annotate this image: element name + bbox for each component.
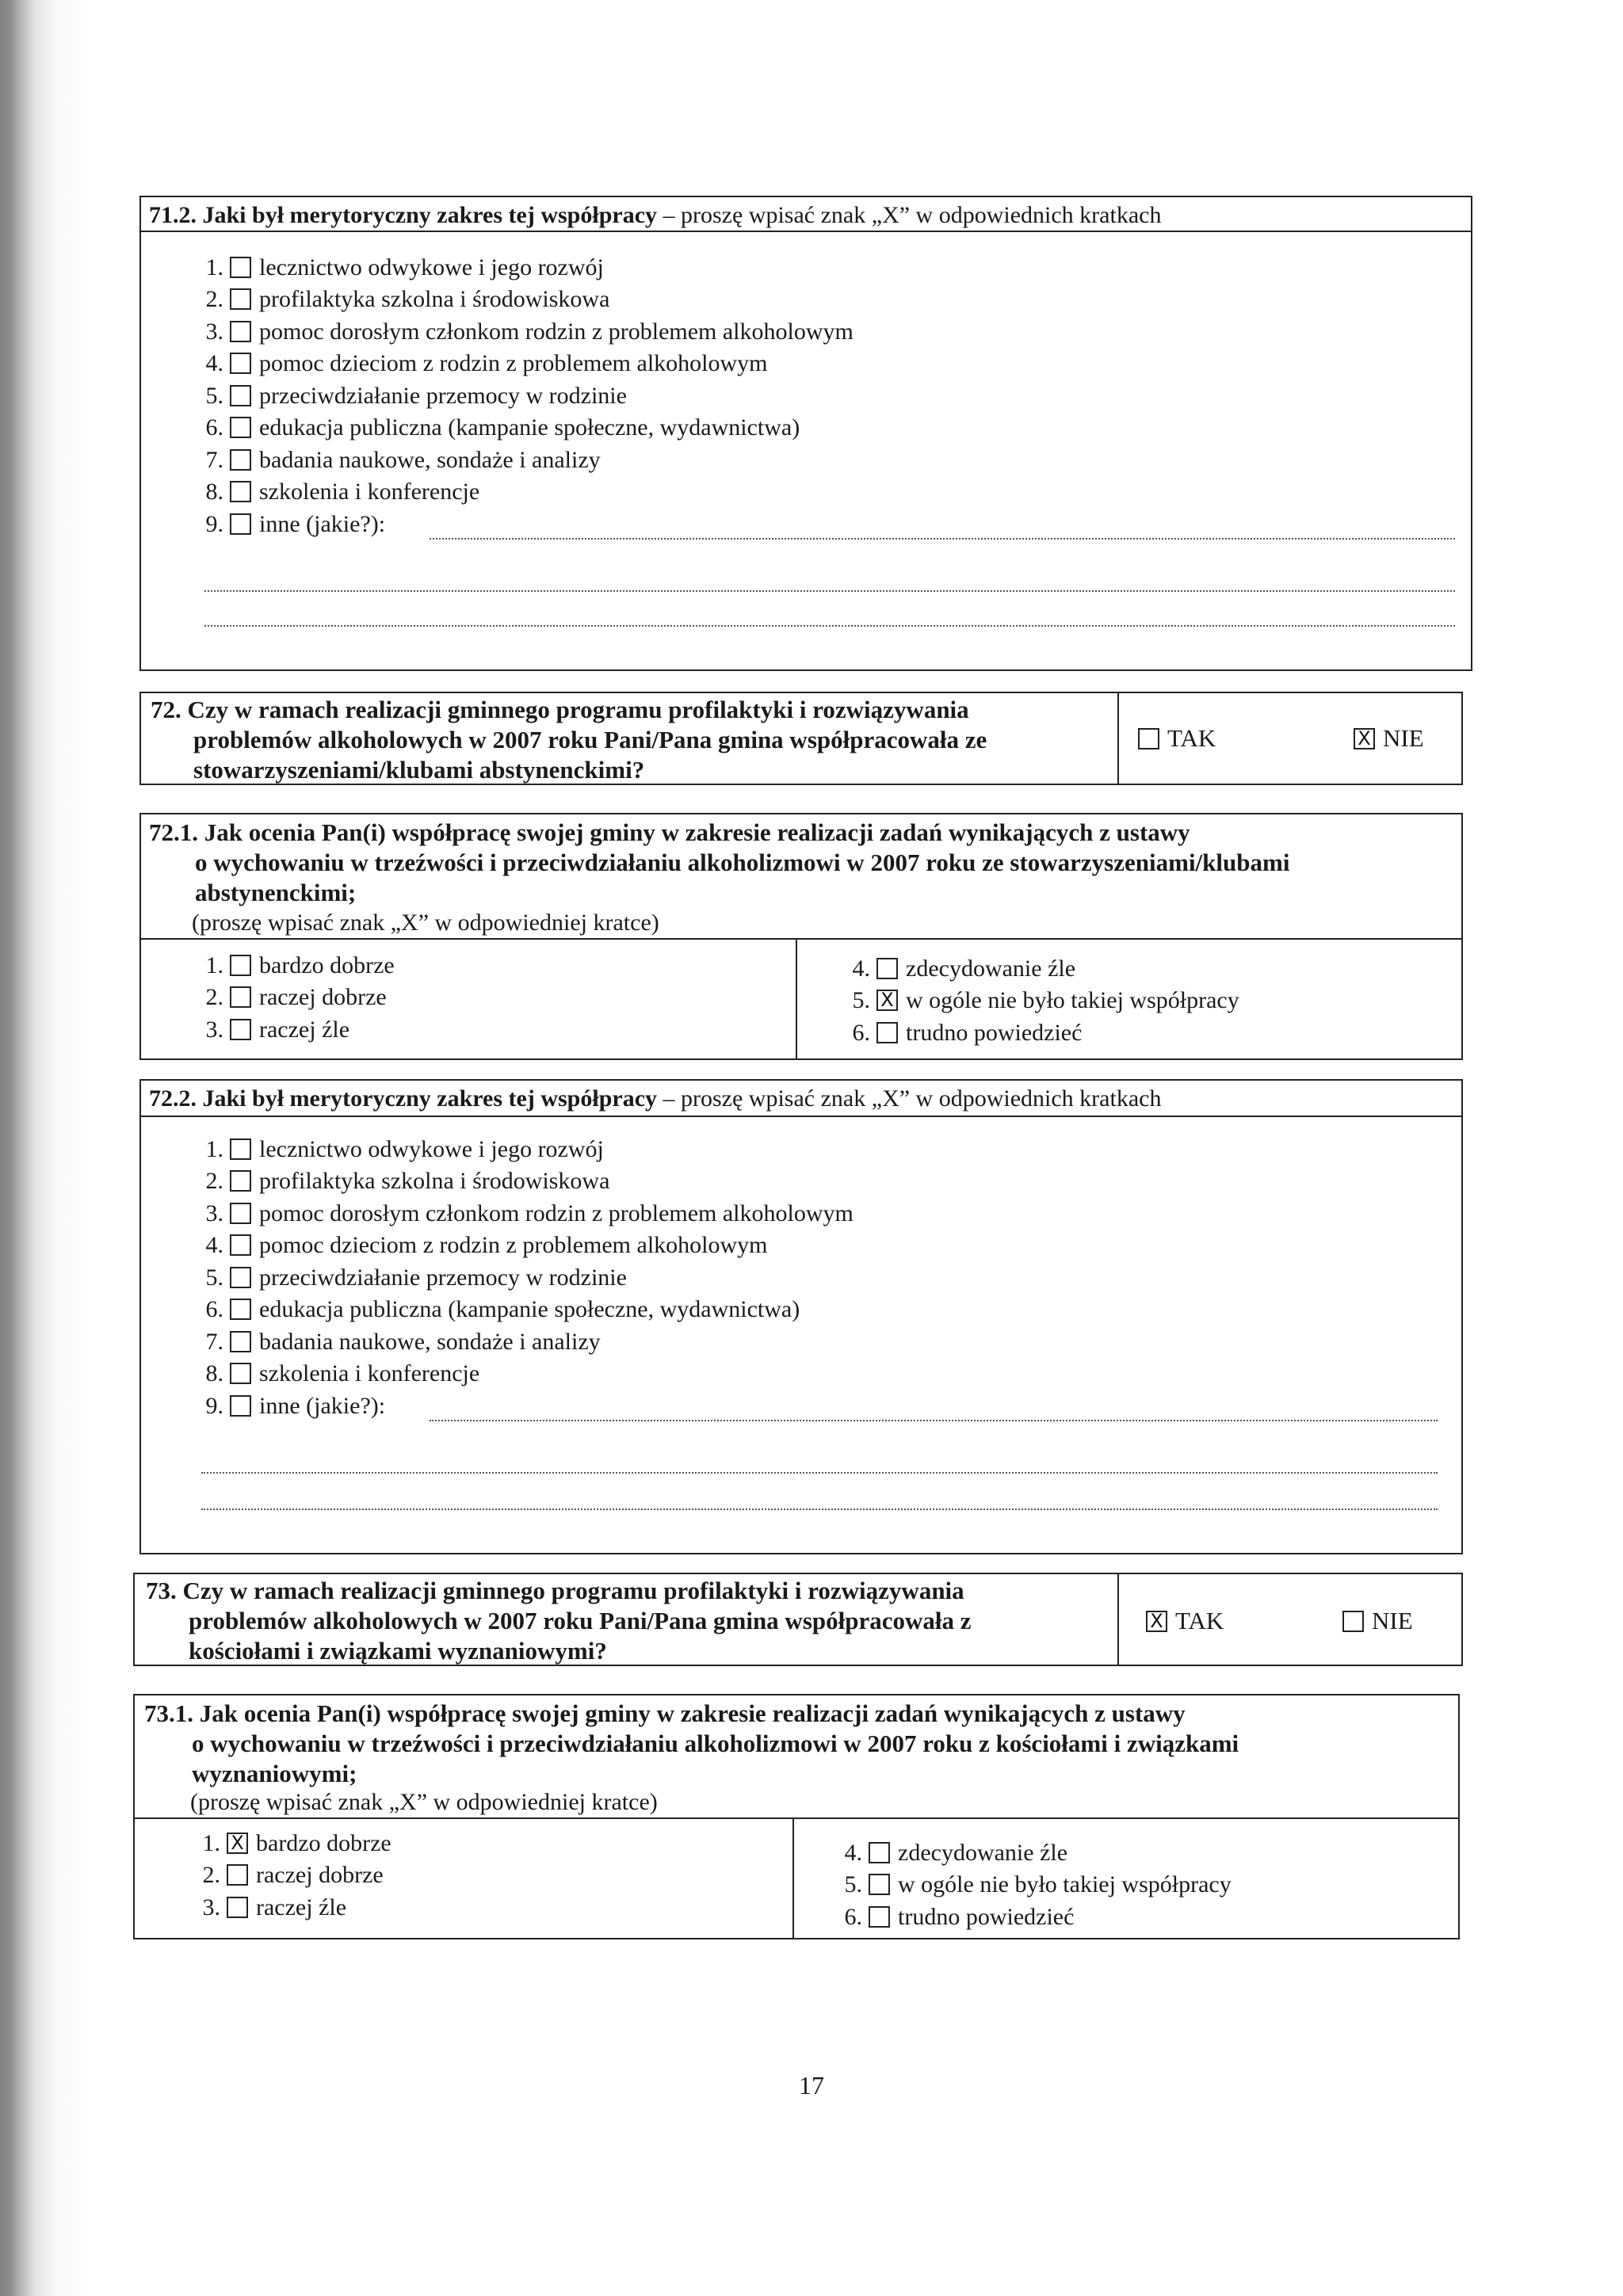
section-71-2-number: 71.2. — [149, 202, 197, 228]
option-number: 7. — [205, 1328, 223, 1355]
option-number: 2. — [202, 1862, 220, 1888]
question-72 — [139, 692, 1463, 785]
option-item[interactable] — [197, 1261, 854, 1294]
option-checkbox[interactable] — [230, 321, 251, 342]
option-label: badania naukowe, sondaże i analizy — [259, 1328, 601, 1355]
option-label: inne (jakie?): — [259, 510, 386, 537]
option-checkbox[interactable] — [230, 1234, 251, 1256]
option-number: 1. — [205, 1135, 223, 1162]
option-item[interactable] — [193, 1891, 391, 1924]
question-72-1-line2: o wychowaniu w trzeźwości i przeciwdziałaniu alkoholizmowi w 2007 roku ze stowarzyszeniami/klubami — [195, 849, 1290, 876]
option-item[interactable] — [843, 1016, 1239, 1049]
question-72-1-instruction: (proszę wpisać znak „X” w odpowiedniej kratce) — [192, 910, 659, 936]
option-checkbox[interactable] — [876, 958, 898, 979]
option-item[interactable] — [197, 1390, 854, 1422]
question-73-1-line2: o wychowaniu w trzeźwości i przeciwdziałaniu alkoholizmowi w 2007 roku z kościołami i związkami — [192, 1730, 1239, 1757]
rating-grid-top — [135, 1817, 1458, 1819]
question-72-1 — [139, 813, 1463, 1060]
question-73-1-text — [144, 1699, 1452, 1789]
option-checkbox[interactable] — [869, 1906, 890, 1928]
option-number: 6. — [205, 1296, 223, 1322]
option-label: bardzo dobrze — [259, 952, 395, 978]
question-72-line3: stowarzyszeniami/klubami abstynenckimi? — [193, 756, 645, 784]
question-72-1-number: 72.1. — [149, 818, 198, 846]
option-label: zdecydowanie źle — [898, 1839, 1068, 1866]
question-73-line3: kościołami i związkami wyznaniowymi? — [189, 1637, 607, 1665]
yes-option[interactable] — [1146, 1606, 1224, 1637]
option-checkbox[interactable] — [230, 1395, 251, 1417]
option-number: 6. — [844, 1903, 862, 1930]
option-label: raczej dobrze — [256, 1862, 384, 1888]
option-item[interactable] — [197, 412, 854, 444]
option-label: raczej źle — [259, 1016, 350, 1043]
option-checkbox[interactable] — [230, 1203, 251, 1224]
option-checkbox[interactable] — [230, 1138, 251, 1160]
option-label: przeciwdziałanie przemocy w rodzinie — [259, 382, 627, 409]
option-label: pomoc dorosłym członkom rodzin z problemem alkoholowym — [259, 1199, 854, 1226]
option-label: lecznictwo odwykowe i jego rozwój — [259, 1135, 604, 1162]
rating-grid-divider — [796, 938, 797, 1058]
rating-options-right — [843, 952, 1239, 1049]
option-checkbox[interactable] — [227, 1864, 248, 1886]
option-checkbox[interactable] — [230, 257, 251, 278]
option-label: raczej źle — [256, 1894, 347, 1920]
option-item[interactable] — [835, 1836, 1232, 1869]
no-label: NIE — [1372, 1607, 1413, 1634]
other-answer-line[interactable] — [204, 590, 1455, 592]
rating-options-left — [193, 1827, 391, 1924]
option-label: lecznictwo odwykowe i jego rozwój — [259, 254, 604, 280]
no-option[interactable] — [1354, 723, 1424, 754]
no-label: NIE — [1383, 724, 1424, 752]
option-number: 4. — [205, 1232, 223, 1258]
other-answer-line[interactable] — [201, 1472, 1438, 1474]
option-label: trudno powiedzieć — [906, 1019, 1083, 1046]
option-checkbox[interactable] — [230, 1267, 251, 1288]
option-label: profilaktyka szkolna i środowiskowa — [259, 1168, 610, 1194]
option-number: 2. — [205, 984, 223, 1010]
question-73-line2: problemów alkoholowych w 2007 roku Pani/Pana gmina współpracowała z — [189, 1607, 972, 1634]
option-number: 2. — [205, 1168, 223, 1194]
question-73-line1: Czy w ramach realizacji gminnego programu profilaktyki i rozwiązywania — [182, 1577, 964, 1604]
option-checkbox[interactable] — [230, 288, 251, 310]
question-73 — [133, 1573, 1463, 1666]
question-72-number: 72. — [151, 696, 181, 723]
option-label: pomoc dzieciom z rodzin z problemem alkoholowym — [259, 1232, 768, 1258]
section-71-2 — [139, 196, 1472, 671]
option-item[interactable] — [843, 985, 1239, 1017]
option-checkbox[interactable] — [230, 385, 251, 406]
question-73-1-line1: Jak ocenia Pan(i) współpracę swojej gminy w zakresie realizacji zadań wynikających z ustawy — [199, 1699, 1186, 1727]
option-checkbox[interactable]: X — [227, 1833, 248, 1854]
option-number: 3. — [205, 1199, 223, 1226]
option-checkbox[interactable] — [869, 1842, 890, 1863]
question-72-line1: Czy w ramach realizacji gminnego programu profilaktyki i rozwiązywania — [187, 696, 969, 723]
option-item[interactable] — [197, 508, 854, 540]
question-72-1-line1: Jak ocenia Pan(i) współpracę swojej gminy w zakresie realizacji zadań wynikających z ustawy — [204, 818, 1190, 846]
rating-grid-divider — [792, 1817, 794, 1938]
option-number: 1. — [205, 254, 223, 280]
option-checkbox[interactable] — [230, 449, 251, 471]
question-72-line2: problemów alkoholowych w 2007 roku Pani/Pana gmina współpracowała ze — [193, 726, 987, 753]
option-item[interactable] — [197, 1197, 854, 1230]
option-checkbox[interactable] — [230, 955, 251, 976]
option-label: przeciwdziałanie przemocy w rodzinie — [259, 1264, 627, 1291]
yes-label: TAK — [1175, 1607, 1224, 1634]
option-item[interactable] — [197, 284, 854, 316]
question-72-text — [151, 695, 1252, 785]
section-72-2-options — [197, 1133, 854, 1422]
option-checkbox[interactable] — [230, 353, 251, 374]
option-label: badania naukowe, sondaże i analizy — [259, 446, 601, 473]
option-checkbox[interactable] — [230, 1019, 251, 1040]
option-item[interactable] — [193, 1827, 391, 1859]
option-label: profilaktyka szkolna i środowiskowa — [259, 286, 610, 312]
option-checkbox[interactable] — [230, 1299, 251, 1320]
section-71-2-title: Jaki był merytoryczny zakres tej współpracy — [202, 202, 658, 228]
option-item[interactable] — [193, 1859, 391, 1892]
yes-label: TAK — [1167, 724, 1216, 752]
option-checkbox[interactable] — [230, 513, 251, 535]
option-checkbox[interactable] — [230, 1170, 251, 1192]
option-number: 3. — [205, 1016, 223, 1043]
question-73-1-line3: wyznaniowymi; — [192, 1760, 357, 1787]
option-number: 5. — [844, 1871, 862, 1897]
rating-options-left — [197, 949, 395, 1046]
yes-checkbox[interactable] — [1138, 728, 1159, 749]
page-number: 17 — [799, 2071, 824, 2100]
option-label: raczej dobrze — [259, 984, 387, 1010]
option-item[interactable] — [197, 982, 395, 1014]
other-answer-line[interactable] — [430, 1420, 1438, 1421]
option-item[interactable] — [835, 1901, 1232, 1933]
option-number: 1. — [202, 1829, 220, 1856]
option-number: 3. — [205, 318, 223, 345]
option-label: pomoc dzieciom z rodzin z problemem alkoholowym — [259, 350, 768, 376]
scan-shadow-edge — [0, 0, 87, 2296]
section-72-2-number: 72.2. — [149, 1085, 197, 1112]
option-item[interactable] — [835, 1869, 1232, 1901]
answer-divider — [1117, 693, 1119, 784]
option-label: inne (jakie?): — [259, 1392, 386, 1419]
option-number: 6. — [852, 1019, 870, 1046]
option-label: zdecydowanie źle — [906, 955, 1076, 982]
option-item[interactable] — [197, 251, 854, 284]
option-label: w ogóle nie było takiej współpracy — [906, 987, 1239, 1013]
option-checkbox[interactable] — [230, 1331, 251, 1352]
section-71-2-header — [141, 197, 1471, 232]
question-72-1-line3: abstynenckimi; — [195, 879, 357, 906]
option-number: 8. — [205, 479, 223, 505]
question-73-1 — [133, 1694, 1460, 1939]
option-number: 4. — [852, 955, 870, 982]
no-checkbox[interactable] — [1342, 1611, 1364, 1632]
option-item[interactable] — [197, 348, 854, 380]
option-checkbox[interactable] — [876, 1022, 898, 1043]
option-number: 4. — [844, 1839, 862, 1866]
option-item[interactable] — [197, 1133, 854, 1165]
section-72-2-header — [141, 1081, 1461, 1117]
option-label: trudno powiedzieć — [898, 1903, 1075, 1930]
option-number: 1. — [205, 952, 223, 978]
option-checkbox[interactable] — [869, 1874, 890, 1895]
section-71-2-options — [197, 251, 854, 540]
option-item[interactable] — [197, 1294, 854, 1326]
option-checkbox[interactable] — [227, 1897, 248, 1918]
option-number: 8. — [205, 1360, 223, 1386]
other-answer-line[interactable] — [204, 625, 1455, 627]
yes-checkbox[interactable]: X — [1146, 1611, 1167, 1632]
option-item[interactable] — [197, 379, 854, 412]
option-label: pomoc dorosłym członkom rodzin z problemem alkoholowym — [259, 318, 854, 345]
rating-grid-top — [141, 938, 1461, 940]
option-item[interactable] — [197, 949, 395, 982]
option-checkbox[interactable] — [230, 986, 251, 1008]
question-72-1-text — [149, 818, 1457, 908]
option-number: 5. — [852, 987, 870, 1013]
option-item[interactable] — [843, 952, 1239, 985]
answer-divider — [1117, 1574, 1119, 1665]
option-item[interactable] — [197, 476, 854, 509]
option-number: 3. — [202, 1894, 220, 1920]
rating-options-right — [835, 1836, 1232, 1933]
section-72-2-instruction: – proszę wpisać znak „X” w odpowiednich kratkach — [657, 1085, 1162, 1112]
option-number: 6. — [205, 414, 223, 441]
section-72-2-title: Jaki był merytoryczny zakres tej współpracy — [202, 1085, 658, 1112]
option-number: 9. — [205, 1392, 223, 1419]
question-73-1-instruction: (proszę wpisać znak „X” w odpowiedniej kratce) — [190, 1789, 658, 1815]
option-label: szkolenia i konferencje — [259, 1360, 480, 1386]
option-label: edukacja publiczna (kampanie społeczne, wydawnictwa) — [259, 1296, 800, 1322]
question-73-number: 73. — [146, 1577, 177, 1604]
option-item[interactable] — [197, 315, 854, 348]
option-item[interactable] — [197, 1165, 854, 1198]
other-answer-line[interactable] — [201, 1508, 1438, 1510]
other-answer-line[interactable] — [430, 538, 1455, 540]
option-item[interactable] — [197, 1358, 854, 1390]
option-number: 4. — [205, 350, 223, 376]
section-71-2-instruction: – proszę wpisać znak „X” w odpowiednich kratkach — [657, 202, 1162, 228]
option-number: 2. — [205, 286, 223, 312]
question-73-1-number: 73.1. — [144, 1699, 193, 1727]
no-option[interactable] — [1342, 1606, 1413, 1637]
option-number: 5. — [205, 382, 223, 409]
option-label: bardzo dobrze — [256, 1829, 391, 1856]
option-item[interactable] — [197, 444, 854, 476]
yes-option[interactable] — [1138, 723, 1216, 754]
option-label: edukacja publiczna (kampanie społeczne, wydawnictwa) — [259, 414, 800, 441]
option-checkbox[interactable] — [230, 481, 251, 502]
option-item[interactable] — [197, 1013, 395, 1046]
option-number: 5. — [205, 1264, 223, 1291]
option-checkbox[interactable] — [230, 1363, 251, 1384]
option-checkbox[interactable] — [230, 417, 251, 438]
option-label: szkolenia i konferencje — [259, 479, 480, 505]
option-item[interactable] — [197, 1325, 854, 1358]
option-number: 9. — [205, 510, 223, 537]
no-checkbox[interactable]: X — [1354, 728, 1375, 749]
option-number: 7. — [205, 446, 223, 473]
section-72-2 — [139, 1079, 1463, 1554]
question-73-text — [146, 1576, 1247, 1666]
option-item[interactable] — [197, 1230, 854, 1262]
option-label: w ogóle nie było takiej współpracy — [898, 1871, 1232, 1897]
option-checkbox[interactable]: X — [876, 990, 898, 1011]
